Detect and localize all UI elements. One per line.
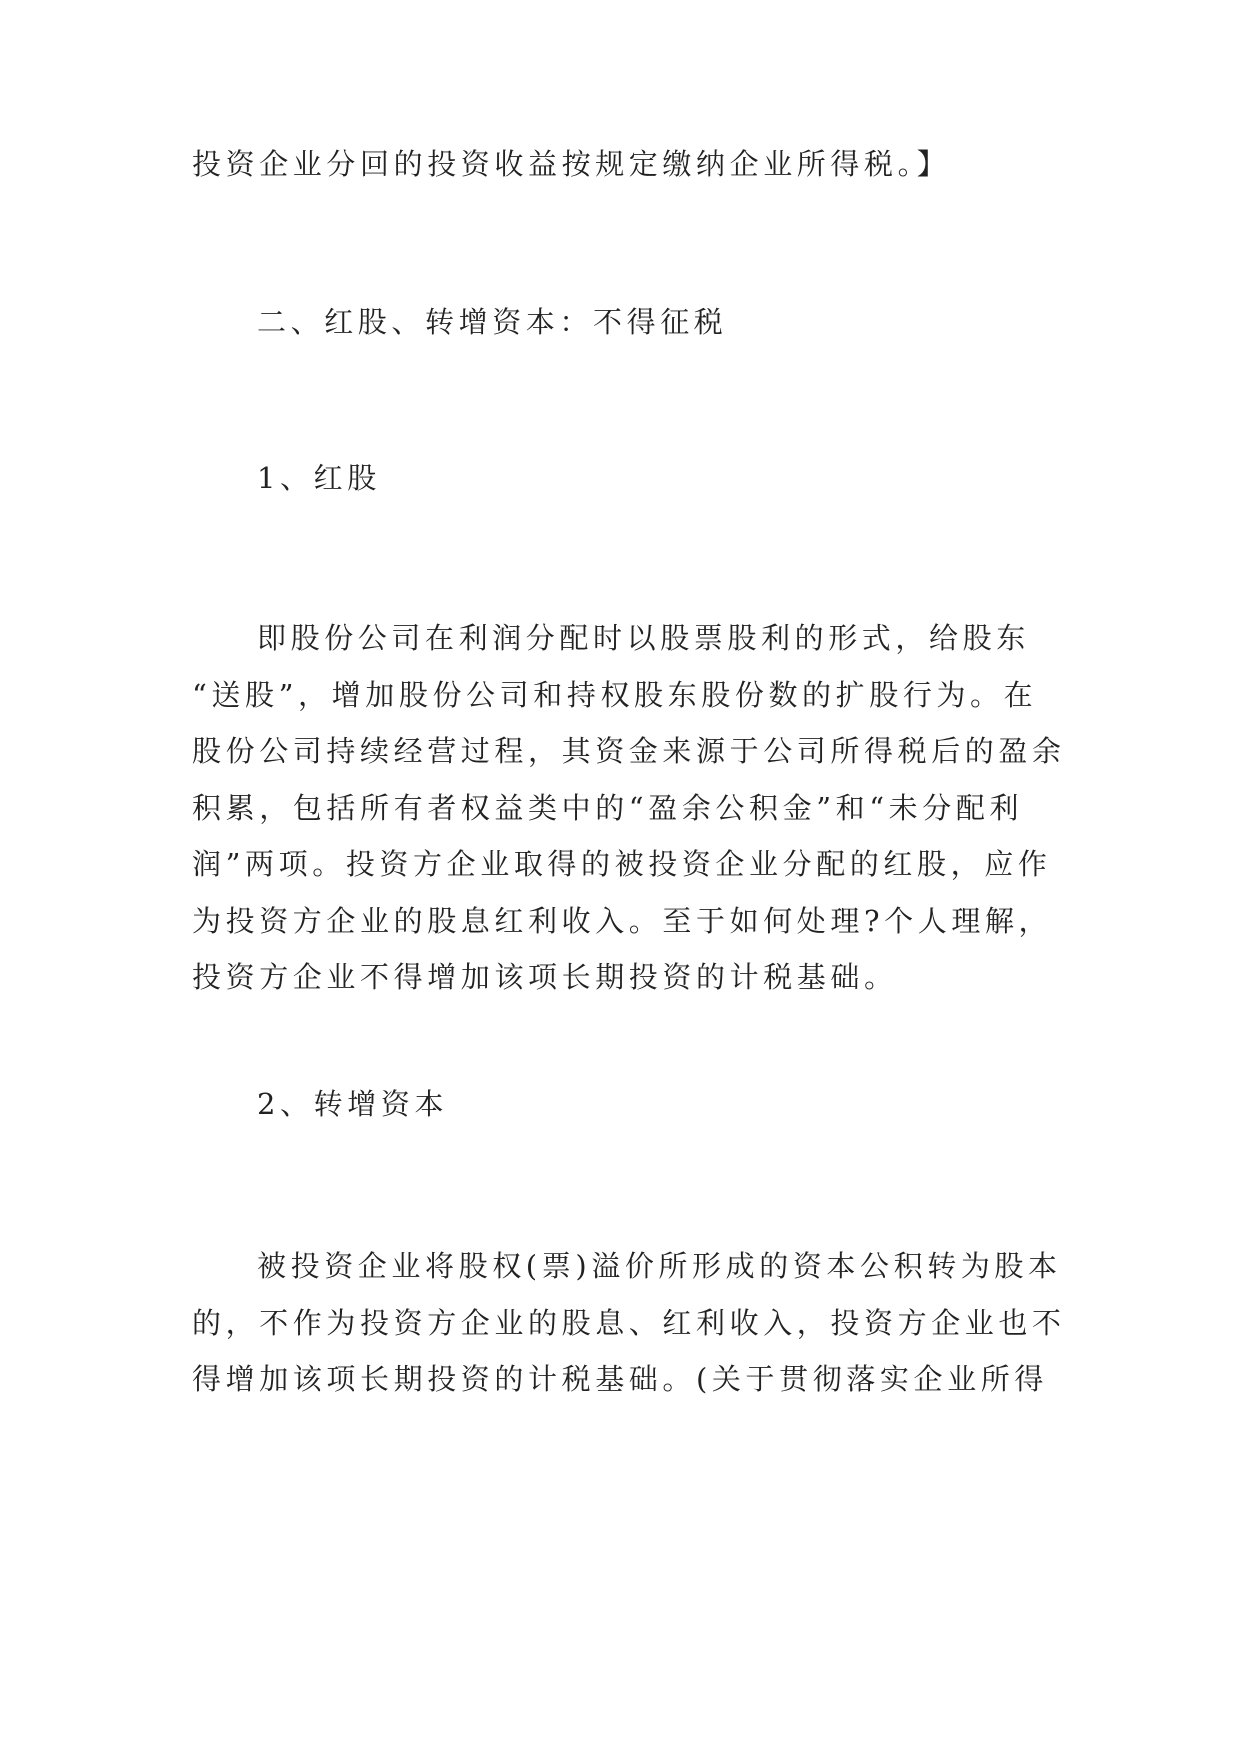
paragraph-line: 股份公司持续经营过程，其资金来源于公司所得税后的盈余 — [192, 734, 1066, 768]
paragraph-line: 为投资方企业的股息红利收入。至于如何处理?个人理解， — [192, 903, 1053, 938]
paragraph-line: 的，不作为投资方企业的股息、红利收入，投资方企业也不 — [192, 1305, 1066, 1340]
sub2-paragraph — [192, 1238, 1066, 1408]
paragraph-line: “送股”，增加股份公司和持权股东股份数的扩股行为。在 — [192, 677, 1038, 712]
paragraph-line: 得增加该项长期投资的计税基础。(关于贯彻落实企业所得 — [192, 1362, 1048, 1396]
paragraph-line: 积累，包括所有者权益类中的“盈余公积金”和“未分配利 — [192, 790, 1024, 825]
paragraph-line: 润”两项。投资方企业取得的被投资企业分配的红股，应作 — [192, 847, 1052, 881]
paragraph-line: 投资方企业不得增加该项长期投资的计税基础。 — [192, 960, 898, 994]
sub1-heading: 1、红股 — [257, 461, 381, 495]
paragraph-line: 被投资企业将股权(票)溢价所形成的资本公积转为股本 — [257, 1249, 1062, 1283]
sub2-heading: 2、转增资本 — [257, 1087, 449, 1121]
carryover-line: 投资企业分回的投资收益按规定缴纳企业所得税。】 — [192, 147, 951, 181]
paragraph-line: 即股份公司在利润分配时以股票股利的形式，给股东 — [257, 621, 1030, 655]
sub1-paragraph — [192, 610, 1066, 1006]
section-heading: 二、红股、转增资本：不得征税 — [257, 305, 728, 339]
